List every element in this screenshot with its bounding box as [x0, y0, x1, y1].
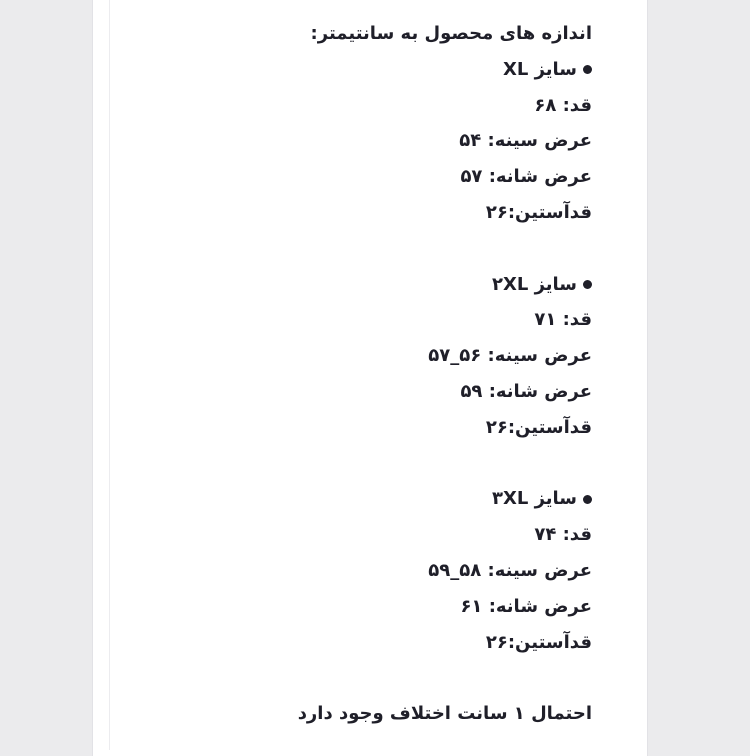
size-label: ۲XL — [491, 273, 529, 295]
card-divider-line — [109, 0, 110, 750]
bullet-icon — [583, 495, 592, 504]
tolerance-note: احتمال ۱ سانت اختلاف وجود دارد — [297, 703, 592, 725]
size-title-3xl — [172, 481, 592, 517]
size-2xl-sleeve: قدآستین:۲۶ — [485, 416, 592, 438]
size-title-prefix: سایز — [534, 273, 577, 295]
size-3xl-height: قد: ۷۴ — [534, 524, 592, 546]
size-title-prefix: سایز — [534, 58, 577, 80]
size-xl-sleeve: قدآستین:۲۶ — [485, 201, 592, 223]
size-heading: اندازه های محصول به سانتیمتر: — [310, 23, 592, 44]
size-xl-shoulder: عرض شانه: ۵۷ — [460, 166, 592, 188]
size-3xl-shoulder: عرض شانه: ۶۱ — [460, 595, 592, 617]
bullet-icon — [583, 65, 592, 74]
size-xl-height: قد: ۶۸ — [534, 94, 592, 116]
size-label: ۳XL — [491, 488, 529, 510]
spacer — [172, 660, 592, 696]
size-2xl-chest: عرض سینه: ۵۶_۵۷ — [428, 345, 592, 367]
size-3xl-chest: عرض سینه: ۵۸_۵۹ — [428, 559, 592, 581]
bullet-icon — [583, 280, 592, 289]
size-title-prefix: سایز — [534, 488, 577, 510]
size-title-2xl — [172, 267, 592, 303]
size-label: XL — [502, 58, 529, 80]
spacer — [172, 231, 592, 267]
size-xl-chest: عرض سینه: ۵۴ — [459, 130, 592, 152]
size-2xl-shoulder: عرض شانه: ۵۹ — [460, 380, 592, 402]
size-title-xl — [172, 52, 592, 88]
size-2xl-height: قد: ۷۱ — [534, 309, 592, 331]
spacer — [172, 446, 592, 482]
product-size-description — [172, 16, 592, 732]
size-3xl-sleeve: قدآستین:۲۶ — [485, 631, 592, 653]
